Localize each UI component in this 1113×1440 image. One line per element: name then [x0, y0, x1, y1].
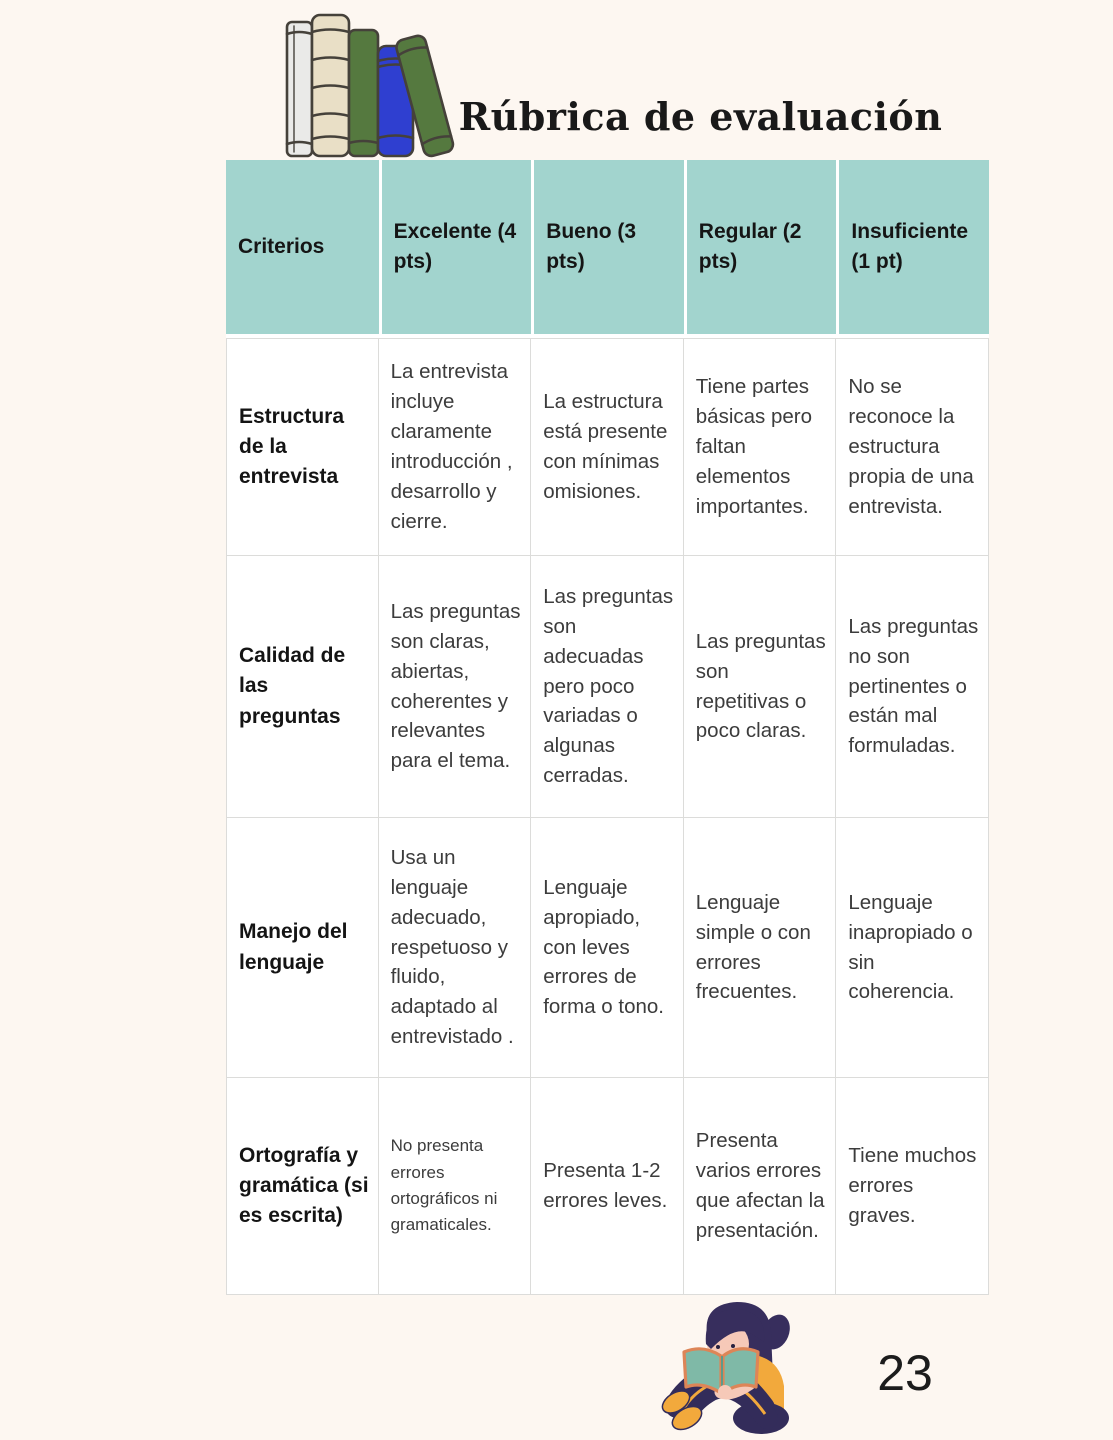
table-row: [226, 338, 989, 556]
column-header-insuficiente: Insuficiente (1 pt): [836, 160, 989, 338]
cell-calidad-bueno: Las preguntas son adecuadas pero poco variadas o algunas cerradas.: [531, 556, 684, 818]
cell-manejo-regular: Lenguaje simple o con errores frecuentes.: [684, 818, 837, 1078]
column-header-bueno: Bueno (3 pts): [531, 160, 684, 338]
girl-reading-illustration: [645, 1292, 817, 1440]
page-number: 23: [877, 1345, 933, 1401]
criterion-ortografia: Ortografía y gramática (si es escrita): [226, 1078, 379, 1295]
rubric-table: [226, 160, 989, 1295]
criterion-estructura: Estructura de la entrevista: [226, 338, 379, 556]
column-header-regular: Regular (2 pts): [684, 160, 837, 338]
table-row: [226, 556, 989, 818]
cell-manejo-bueno: Lenguaje apropiado, con leves errores de forma o tono.: [531, 818, 684, 1078]
cell-estructura-insuficiente: No se reconoce la estructura propia de una entrevista.: [836, 338, 989, 556]
cell-ortografia-regular: Presenta varios errores que afectan la presentación.: [684, 1078, 837, 1295]
criterion-manejo: Manejo del lenguaje: [226, 818, 379, 1078]
cell-manejo-insuficiente: Lenguaje inapropiado o sin coherencia.: [836, 818, 989, 1078]
cell-ortografia-bueno: Presenta 1-2 errores leves.: [531, 1078, 684, 1295]
table-row: [226, 1078, 989, 1295]
cell-calidad-regular: Las preguntas son repetitivas o poco claras.: [684, 556, 837, 818]
column-header-criterios: Criterios: [226, 160, 379, 338]
cell-estructura-regular: Tiene partes básicas pero faltan elementos importantes.: [684, 338, 837, 556]
cell-manejo-excelente: Usa un lenguaje adecuado, respetuoso y fluido, adaptado al entrevistado .: [379, 818, 532, 1078]
page-title: Rúbrica de evaluación: [458, 94, 943, 139]
cell-estructura-excelente: La entrevista incluye claramente introducción , desarrollo y cierre.: [379, 338, 532, 556]
cell-calidad-excelente: Las preguntas son claras, abiertas, coherentes y relevantes para el tema.: [379, 556, 532, 818]
cell-estructura-bueno: La estructura está presente con mínimas omisiones.: [531, 338, 684, 556]
cell-ortografia-insuficiente: Tiene muchos errores graves.: [836, 1078, 989, 1295]
table-row: [226, 818, 989, 1078]
column-header-excelente: Excelente (4 pts): [379, 160, 532, 338]
books-stack-illustration: [280, 6, 465, 162]
criterion-calidad: Calidad de las preguntas: [226, 556, 379, 818]
table-header-row: [226, 160, 989, 338]
cell-calidad-insuficiente: Las preguntas no son pertinentes o están mal formuladas.: [836, 556, 989, 818]
cell-ortografia-excelente: No presenta errores ortográficos ni gramaticales.: [379, 1078, 532, 1295]
